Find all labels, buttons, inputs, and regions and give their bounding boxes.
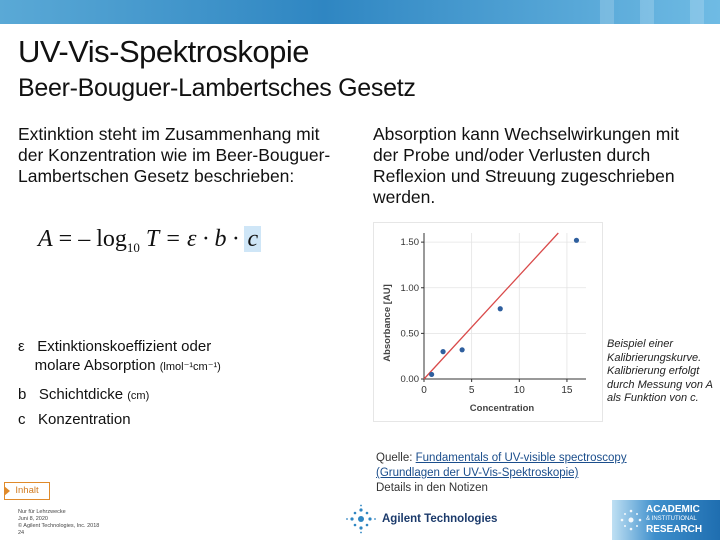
calibration-chart [373,222,603,422]
x-tick-label: 10 [513,385,525,396]
data-point [498,306,503,311]
footer-note-line: © Agilent Technologies, Inc. 2018 [18,523,100,529]
footer-note-line: 24 [18,530,25,536]
formula-log: log [96,226,127,252]
agilent-name: Agilent Technologies [382,513,498,525]
header-banner [0,0,720,24]
banner-decoration [600,0,614,24]
formula-c: c [244,226,261,252]
y-tick-label: 1.50 [400,237,419,249]
formula-rhs: = ε · b · [158,226,245,252]
academic-line-3: RESEARCH [646,524,703,535]
agilent-spark-icon [344,504,378,534]
play-arrow-icon [4,486,10,496]
agilent-logo [344,504,504,534]
symbol-unit: (lmol⁻¹cm⁻¹) [159,361,221,373]
symbol-text: Extinktionskoeffizient oder [37,338,212,355]
symbol-b [18,385,149,406]
footer-note-line: Nur für Lehrzwecke [18,509,66,515]
formula-T: T [139,226,159,252]
symbol-text2: molare Absorption [34,357,156,374]
symbol-text: Schichtdicke [38,386,124,403]
banner-decoration [640,0,654,24]
y-tick-label: 0.00 [400,374,419,385]
data-point [460,347,465,352]
formula-base: 10 [126,240,140,255]
source-prefix: Quelle: [376,452,416,464]
contents-button-label: Inhalt [15,485,39,496]
banner-decoration [690,0,704,24]
y-tick-label: 1.00 [400,282,419,294]
page-title: UV-Vis-Spektroskopie [18,34,309,69]
right-paragraph: Absorption kann Wechselwirkungen mit der Probe und/oder Verlusten durch Reflexion und Streuung zugeschrieben werden. [373,124,680,207]
symbol-char: b [18,386,27,403]
calibration-chart-svg [374,223,602,421]
symbol-text: Konzentration [38,411,131,428]
academic-line-2: & INSTITUTIONAL [646,516,697,522]
symbol-char: c [18,411,26,428]
symbol-c [18,410,131,429]
academic-line-1: ACADEMIC [646,504,700,515]
source-link[interactable]: Fundamentals of UV-visible spectroscopy [415,452,627,464]
page-subtitle: Beer-Bouguer-Lambertsches Gesetz [18,74,416,102]
x-axis-label: Concentration [469,403,535,414]
y-tick-label: 0.50 [400,328,419,340]
chart-caption: Beispiel einer Kalibrierungskurve. Kalibrierung erfolgt durch Messung von A als Funktion von c. [607,338,713,404]
symbol-char: ε [18,338,25,355]
source-citation [376,451,696,496]
source-link-translation[interactable]: (Grundlagen der UV-Vis-Spektroskopie) [376,467,579,479]
footer-note-line: Juni 8, 2020 [18,516,48,522]
footer-note [18,509,99,537]
data-point [429,372,434,377]
source-note: Details in den Notizen [376,482,488,494]
x-tick-label: 15 [561,385,573,396]
left-paragraph: Extinktion steht im Zusammenhang mit der Konzentration wie im Beer-Bouguer-Lambertschen Gesetz beschrieben: [18,124,331,186]
x-tick-label: 5 [468,385,475,396]
beer-lambert-formula [38,226,261,256]
contents-button[interactable] [4,482,50,500]
symbol-unit: (cm) [127,390,150,402]
formula-A: A [38,226,53,252]
y-axis-label: Absorbance [AU] [382,284,393,362]
x-tick-label: 0 [421,385,427,396]
data-point [440,349,445,354]
fit-line [424,233,558,379]
symbol-epsilon [18,337,221,377]
data-point [574,238,579,243]
formula-eq: = – [52,226,97,252]
academic-research-logo [612,500,720,540]
academic-spark-icon [616,500,646,540]
